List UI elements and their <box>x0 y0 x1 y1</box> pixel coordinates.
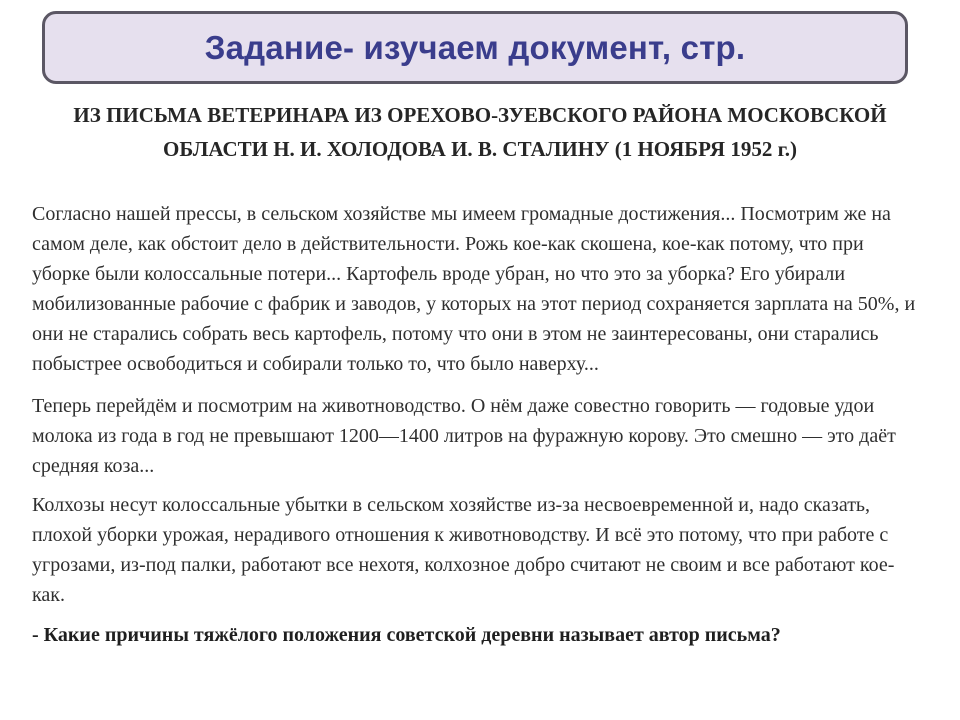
paragraph-2: Теперь перейдём и посмотрим на животноводство. О нём даже совестно говорить — годовые удои молока из года в год не превышают 1200—1400 литров на фуражную корову. Это смешно — это даёт средняя коза... <box>32 395 896 477</box>
paragraph-3: Колхозы несут колоссальные убытки в сельском хозяйстве из-за несвоевременной и, надо сказать, плохой уборки урожая, нерадивого отношения к животноводству. И всё это потому, что при работе с угрозами, из-под палки, работают все нехотя, колхозное добро считают не своим и все работают кое-как. <box>32 494 895 606</box>
paragraph-1: Согласно нашей прессы, в сельском хозяйстве мы имеем громадные достижения... Посмотрим же на самом деле, как обстоит дело в действительности. Рожь кое-как скошена, кое-как потому, что при уборке были колоссальные потери... Картофель вроде убран, но что это за уборка? Его убирали мобилизованные рабочие с фабрик и заводов, у которых на этот период сохраняется зарплата на 50%, и они не старались собрать весь картофель, потому что они в этом не заинтересованы, они старались побыстрее освободиться и собирали только то, что было наверху... <box>32 203 916 375</box>
slide-title: Задание- изучаем документ, стр. <box>204 28 746 66</box>
document-body <box>32 199 922 651</box>
document-heading: ИЗ ПИСЬМА ВЕТЕРИНАРА ИЗ ОРЕХОВО-ЗУЕВСКОГО РАЙОНА МОСКОВСКОЙ ОБЛАСТИ Н. И. ХОЛОДОВА И. В. СТАЛИНУ (1 НОЯБРЯ 1952 г.) <box>73 103 887 161</box>
question-text: - Какие причины тяжёлого положения советской деревни называет автор письма? <box>32 624 781 646</box>
title-banner <box>42 11 908 84</box>
